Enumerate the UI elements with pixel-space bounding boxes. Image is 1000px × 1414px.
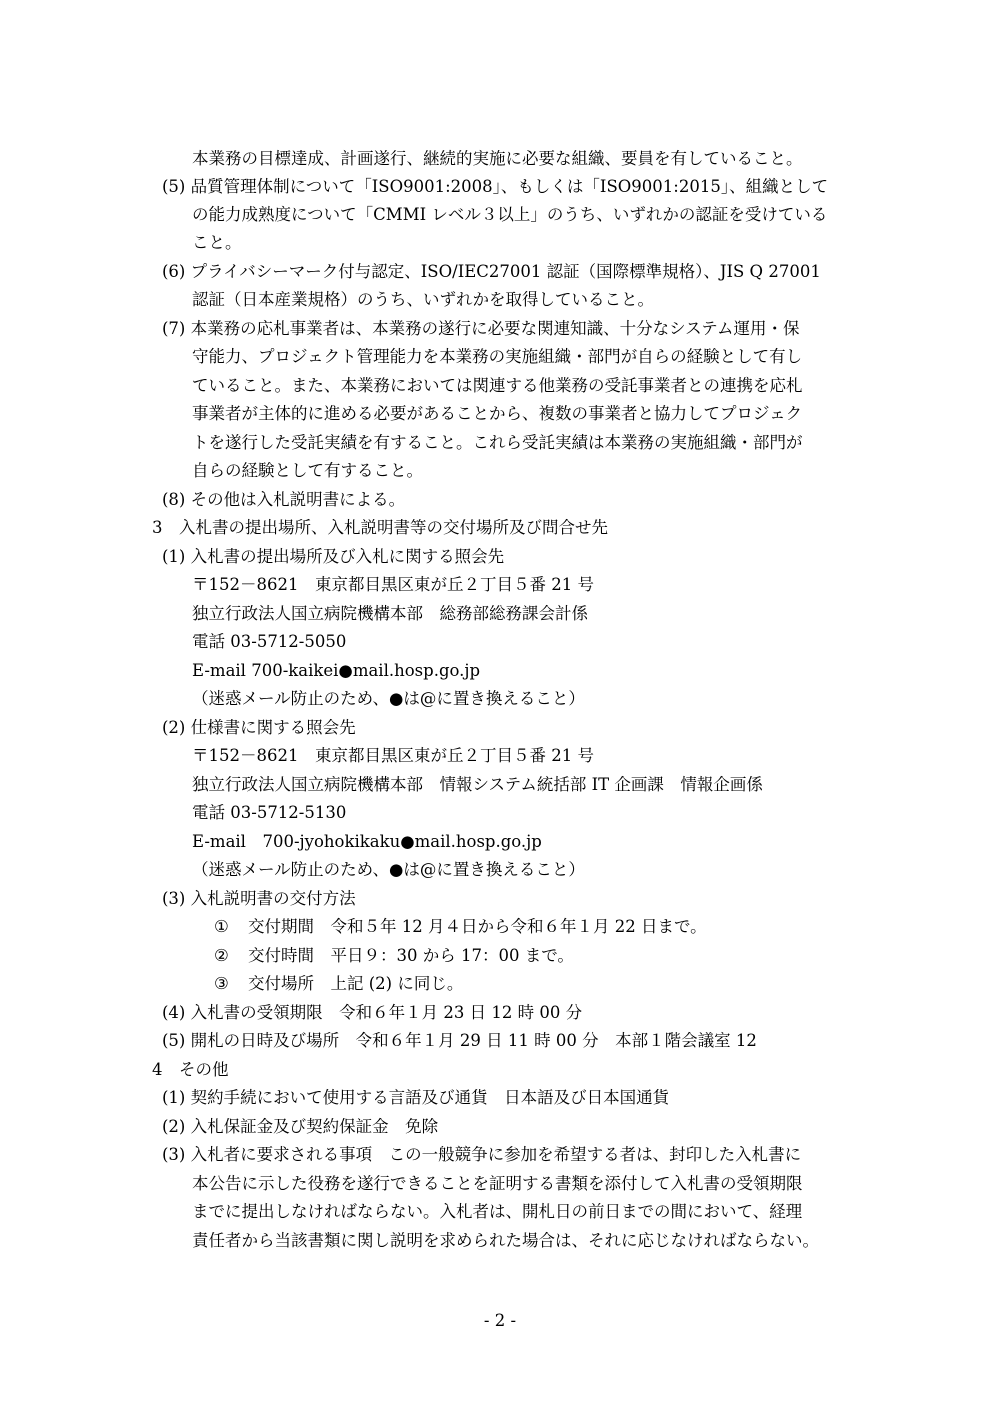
text-line: の能力成熟度について「CMMI レベル３以上」のうち、いずれかの認証を受けている: [192, 205, 828, 224]
item-2-spec-inquiry: (2) 仕様書に関する照会先: [162, 718, 356, 737]
email-note: （迷惑メール防止のため、●は@に置き換えること）: [192, 689, 585, 708]
circled-number-2: ②: [214, 946, 229, 965]
issuance-place: 交付場所 上記 (2) に同じ。: [248, 974, 464, 993]
text-line: 守能力、プロジェクト管理能力を本業務の実施組織・部門が自らの経験として有し: [192, 347, 803, 366]
item-3-issuance-method: (3) 入札説明書の交付方法: [162, 889, 356, 908]
item-8-others: (8) その他は入札説明書による。: [162, 490, 406, 509]
item-1-language-currency: (1) 契約手続において使用する言語及び通貨 日本語及び日本国通貨: [162, 1088, 670, 1107]
item-4-receipt-deadline: (4) 入札書の受領期限 令和６年１月 23 日 12 時 00 分: [162, 1003, 583, 1022]
text-line: 本公告に示した役務を遂行できることを証明する書類を添付して入札書の受領期限: [192, 1174, 803, 1193]
item-7-bidder-requirements: (7) 本業務の応札事業者は、本業務の遂行に必要な関連知識、十分なシステム運用・保: [162, 319, 800, 338]
organization-line: 独立行政法人国立病院機構本部 情報システム統括部 IT 企画課 情報企画係: [192, 775, 763, 794]
item-3-requirements: (3) 入札者に要求される事項 この一般競争に参加を希望する者は、封印した入札書に: [162, 1145, 802, 1164]
item-5-opening: (5) 開札の日時及び場所 令和６年１月 29 日 11 時 00 分 本部１階会議室 12: [162, 1031, 757, 1050]
text-line: トを遂行した受託実績を有すること。これら受託実績は本業務の実施組織・部門が: [192, 433, 803, 452]
email-line: E-mail 700-jyohokikaku●mail.hosp.go.jp: [192, 832, 542, 851]
text-line: 自らの経験として有すること。: [192, 461, 423, 480]
text-line: 認証（日本産業規格）のうち、いずれかを取得していること。: [192, 290, 654, 309]
text-line: までに提出しなければならない。入札者は、開札日の前日までの間において、経理: [192, 1202, 803, 1221]
circled-number-1: ①: [214, 917, 229, 936]
email-note: （迷惑メール防止のため、●は@に置き換えること）: [192, 860, 585, 879]
phone-line: 電話 03-5712-5130: [192, 803, 347, 822]
section-3-heading: 3 入札書の提出場所、入札説明書等の交付場所及び問合せ先: [152, 518, 608, 537]
section-4-heading: 4 その他: [152, 1060, 229, 1079]
item-6-privacy-mark: (6) プライバシーマーク付与認定、ISO/IEC27001 認証（国際標準規格）、JIS Q 27001: [162, 262, 821, 281]
text-line: 責任者から当該書類に関し説明を求められた場合は、それに応じなければならない。: [192, 1231, 819, 1250]
text-line: ていること。また、本業務においては関連する他業務の受託事業者との連携を応札: [192, 376, 803, 395]
issuance-time: 交付時間 平日９：30 から 17：00 まで。: [248, 946, 574, 965]
text-line: 事業者が主体的に進める必要があることから、複数の事業者と協力してプロジェク: [192, 404, 803, 423]
item-2-guarantee: (2) 入札保証金及び契約保証金 免除: [162, 1117, 439, 1136]
text-line: こと。: [192, 233, 242, 252]
address-line: 〒152－8621 東京都目黒区東が丘２丁目５番 21 号: [192, 746, 594, 765]
organization-line: 独立行政法人国立病院機構本部 総務部総務課会計係: [192, 604, 588, 623]
circled-number-3: ③: [214, 974, 229, 993]
email-line: E-mail 700-kaikei●mail.hosp.go.jp: [192, 661, 481, 680]
address-line: 〒152－8621 東京都目黒区東が丘２丁目５番 21 号: [192, 575, 594, 594]
item-1-submission-place: (1) 入札書の提出場所及び入札に関する照会先: [162, 547, 505, 566]
item-5-quality-management: (5) 品質管理体制について「ISO9001:2008」、もしくは「ISO9001:2015」、組織として: [162, 177, 829, 196]
phone-line: 電話 03-5712-5050: [192, 632, 347, 651]
page-number: - 2 -: [483, 1311, 517, 1330]
text-line: 本業務の目標達成、計画遂行、継続的実施に必要な組織、要員を有していること。: [192, 149, 803, 168]
issuance-period: 交付期間 令和５年 12 月４日から令和６年１月 22 日まで。: [248, 917, 707, 936]
